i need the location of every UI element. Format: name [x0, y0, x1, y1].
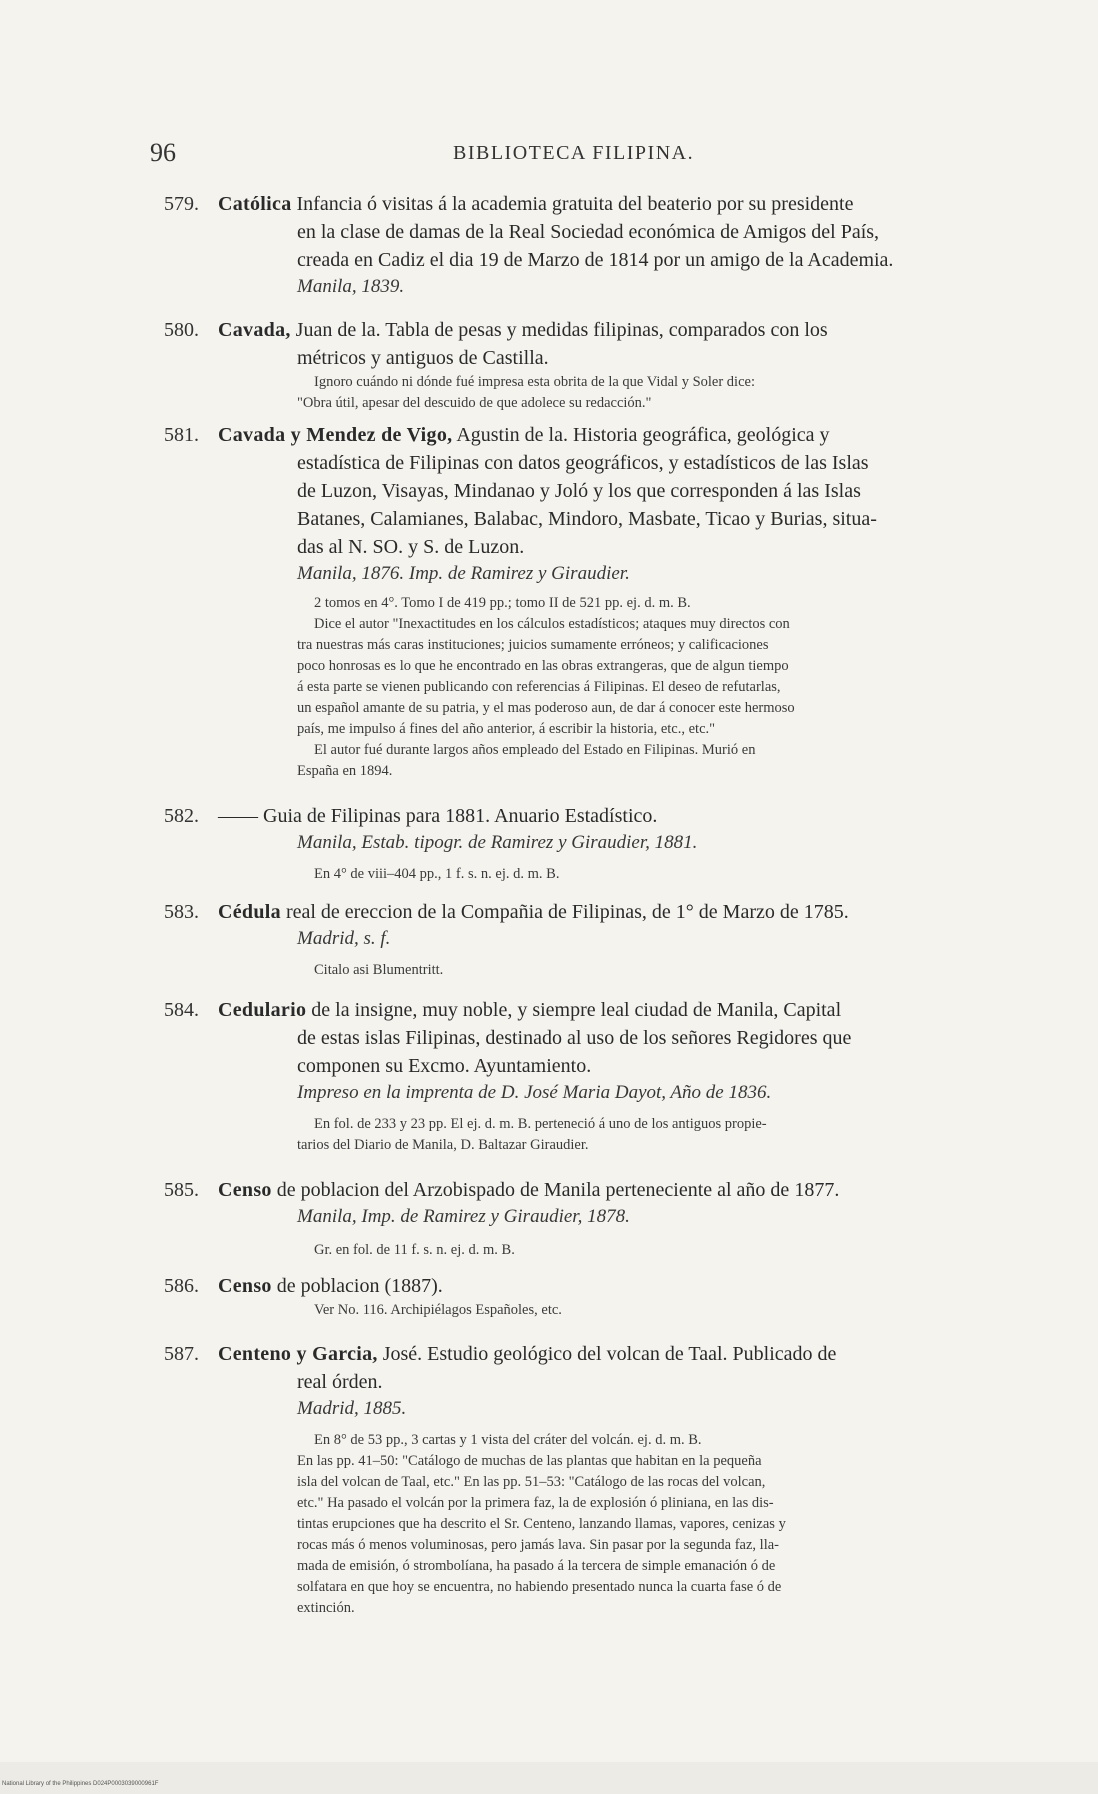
- entry-note: rocas más ó menos voluminosas, pero jamás lava. Sin pasar por la segunda faz, lla-: [297, 1537, 779, 1553]
- entry-line: en la clase de damas de la Real Sociedad económica de Amigos del País,: [297, 221, 880, 243]
- entry-note: tintas erupciones que ha descrito el Sr. Centeno, lanzando llamas, vapores, cenizas y: [297, 1516, 786, 1532]
- entry-headword: Censo: [218, 1179, 272, 1201]
- entry-582: [164, 802, 1034, 885]
- entry-note: á esta parte se vienen publicando con referencias á Filipinas. El deseo de refutarlas,: [297, 679, 781, 695]
- entry-number: 585.: [164, 1179, 199, 1201]
- entry-headword: Cavada,: [218, 319, 291, 341]
- entry-imprint: Madrid, s. f.: [297, 928, 391, 949]
- entry-headword: Cédula: [218, 901, 281, 923]
- entry-line: —— Guia de Filipinas para 1881. Anuario Estadístico.: [218, 805, 658, 827]
- entry-number: 584.: [164, 999, 199, 1021]
- entry-587: [164, 1340, 1034, 1619]
- entry-note: isla del volcan de Taal, etc." En las pp. 51–53: "Catálogo de las rocas del volcan,: [297, 1474, 766, 1490]
- page-bottom-margin: [0, 1762, 1098, 1794]
- entry-imprint: Manila, 1876. Imp. de Ramirez y Giraudier.: [297, 563, 630, 584]
- entry-line: de Luzon, Visayas, Mindanao y Joló y los que corresponden á las Islas: [297, 480, 861, 502]
- entry-note: etc." Ha pasado el volcán por la primera faz, la de explosión ó pliniana, en las dis-: [297, 1495, 774, 1511]
- entry-note: En 4° de viii–404 pp., 1 f. s. n. ej. d. m. B.: [314, 866, 560, 882]
- entry-line: de poblacion del Arzobispado de Manila perteneciente al año de 1877.: [276, 1179, 840, 1201]
- entry-note: Ignoro cuándo ni dónde fué impresa esta obrita de la que Vidal y Soler dice:: [314, 374, 755, 390]
- entry-line: real de ereccion de la Compañia de Filipinas, de 1° de Marzo de 1785.: [285, 901, 849, 923]
- entry-note: Gr. en fol. de 11 f. s. n. ej. d. m. B.: [314, 1242, 515, 1258]
- entry-note: un español amante de su patria, y el mas poderoso aun, de dar á conocer este hermoso: [297, 700, 795, 716]
- entry-number: 581.: [164, 424, 199, 446]
- entry-note: Dice el autor "Inexactitudes en los cálculos estadísticos; ataques muy directos con: [314, 616, 790, 632]
- entry-line: das al N. SO. y S. de Luzon.: [297, 536, 525, 558]
- entry-note: poco honrosas es lo que he encontrado en las obras extrangeras, que de algun tiempo: [297, 658, 789, 674]
- entry-imprint: Manila, Estab. tipogr. de Ramirez y Giraudier, 1881.: [297, 832, 698, 853]
- entry-line: de estas islas Filipinas, destinado al uso de los señores Regidores que: [297, 1027, 852, 1049]
- entry-line: estadística de Filipinas con datos geográficos, y estadísticos de las Islas: [297, 452, 869, 474]
- entry-number: 580.: [164, 319, 199, 341]
- page-number: 96: [150, 138, 176, 167]
- entry-note: tra nuestras más caras instituciones; juicios sumamente erróneos; y calificaciones: [297, 637, 769, 653]
- entry-line: métricos y antiguos de Castilla.: [297, 347, 549, 369]
- entry-headword: Cedulario: [218, 999, 307, 1021]
- entry-note: El autor fué durante largos años empleado del Estado en Filipinas. Murió en: [314, 742, 756, 758]
- entry-number: 582.: [164, 805, 199, 827]
- entry-586: [164, 1272, 1034, 1321]
- entry-imprint: Madrid, 1885.: [297, 1398, 407, 1419]
- entry-line: de la insigne, muy noble, y siempre leal ciudad de Manila, Capital: [311, 999, 842, 1021]
- entry-note: extinción.: [297, 1600, 355, 1616]
- entry-number: 586.: [164, 1275, 199, 1297]
- entry-note: país, me impulso á fines del año anterior, á escribir la historia, etc., etc.": [297, 721, 716, 737]
- entry-imprint: Manila, 1839.: [297, 276, 405, 297]
- running-title: BIBLIOTECA FILIPINA.: [453, 142, 695, 164]
- page-header: [150, 138, 1020, 178]
- entry-line: Batanes, Calamianes, Balabac, Mindoro, Masbate, Ticao y Burias, situa-: [297, 508, 877, 530]
- entry-line: de poblacion (1887).: [276, 1275, 443, 1297]
- entry-imprint: Manila, Imp. de Ramirez y Giraudier, 1878.: [297, 1206, 630, 1227]
- entry-note: solfatara en que hoy se encuentra, no habiendo presentado nunca la cuarta fase ó de: [297, 1579, 782, 1595]
- entry-note: 2 tomos en 4°. Tomo I de 419 pp.; tomo II de 521 pp. ej. d. m. B.: [314, 595, 691, 611]
- entry-number: 587.: [164, 1343, 199, 1365]
- entry-note: En las pp. 41–50: "Catálogo de muchas de las plantas que habitan en la pequeña: [297, 1453, 762, 1469]
- entry-583: [164, 898, 1034, 981]
- entry-579: [164, 190, 1034, 300]
- entry-580: [164, 316, 1034, 414]
- entry-headword: Católica: [218, 193, 292, 215]
- entry-585: [164, 1176, 1034, 1261]
- entry-584: [164, 996, 1034, 1156]
- entry-line: Juan de la. Tabla de pesas y medidas filipinas, comparados con los: [295, 319, 828, 341]
- entry-note: En fol. de 233 y 23 pp. El ej. d. m. B. perteneció á uno de los antiguos propie-: [314, 1116, 767, 1132]
- entry-line: real órden.: [297, 1371, 383, 1393]
- entry-headword: Centeno y Garcia,: [218, 1343, 378, 1365]
- entry-line: Infancia ó visitas á la academia gratuita del beaterio por su presidente: [296, 193, 854, 215]
- entry-note: "Obra útil, apesar del descuido de que adolece su redacción.": [297, 395, 652, 411]
- entry-note: En 8° de 53 pp., 3 cartas y 1 vista del cráter del volcán. ej. d. m. B.: [314, 1432, 702, 1448]
- entry-note: mada de emisión, ó strombolíana, ha pasado á la tercera de simple emanación ó de: [297, 1558, 776, 1574]
- entry-line: Agustin de la. Historia geográfica, geológica y: [456, 424, 830, 446]
- entry-note: Citalo asi Blumentritt.: [314, 962, 444, 978]
- entry-note: Ver No. 116. Archipiélagos Españoles, etc.: [314, 1302, 562, 1318]
- entry-note: España en 1894.: [297, 763, 393, 779]
- entry-line: creada en Cadiz el dia 19 de Marzo de 1814 por un amigo de la Academia.: [297, 249, 894, 271]
- entry-581: [164, 421, 1034, 782]
- entry-headword: Cavada y Mendez de Vigo,: [218, 424, 453, 446]
- entry-imprint: Impreso en la imprenta de D. José Maria Dayot, Año de 1836.: [297, 1082, 772, 1103]
- entry-line: José. Estudio geológico del volcan de Taal. Publicado de: [382, 1343, 837, 1365]
- entry-number: 579.: [164, 193, 199, 215]
- entry-headword: Censo: [218, 1275, 272, 1297]
- entry-line: componen su Excmo. Ayuntamiento.: [297, 1055, 592, 1077]
- entry-number: 583.: [164, 901, 199, 923]
- entry-note: tarios del Diario de Manila, D. Baltazar Giraudier.: [297, 1137, 589, 1153]
- scan-credit: National Library of the Philippines D024P0003039000961F: [2, 1781, 159, 1787]
